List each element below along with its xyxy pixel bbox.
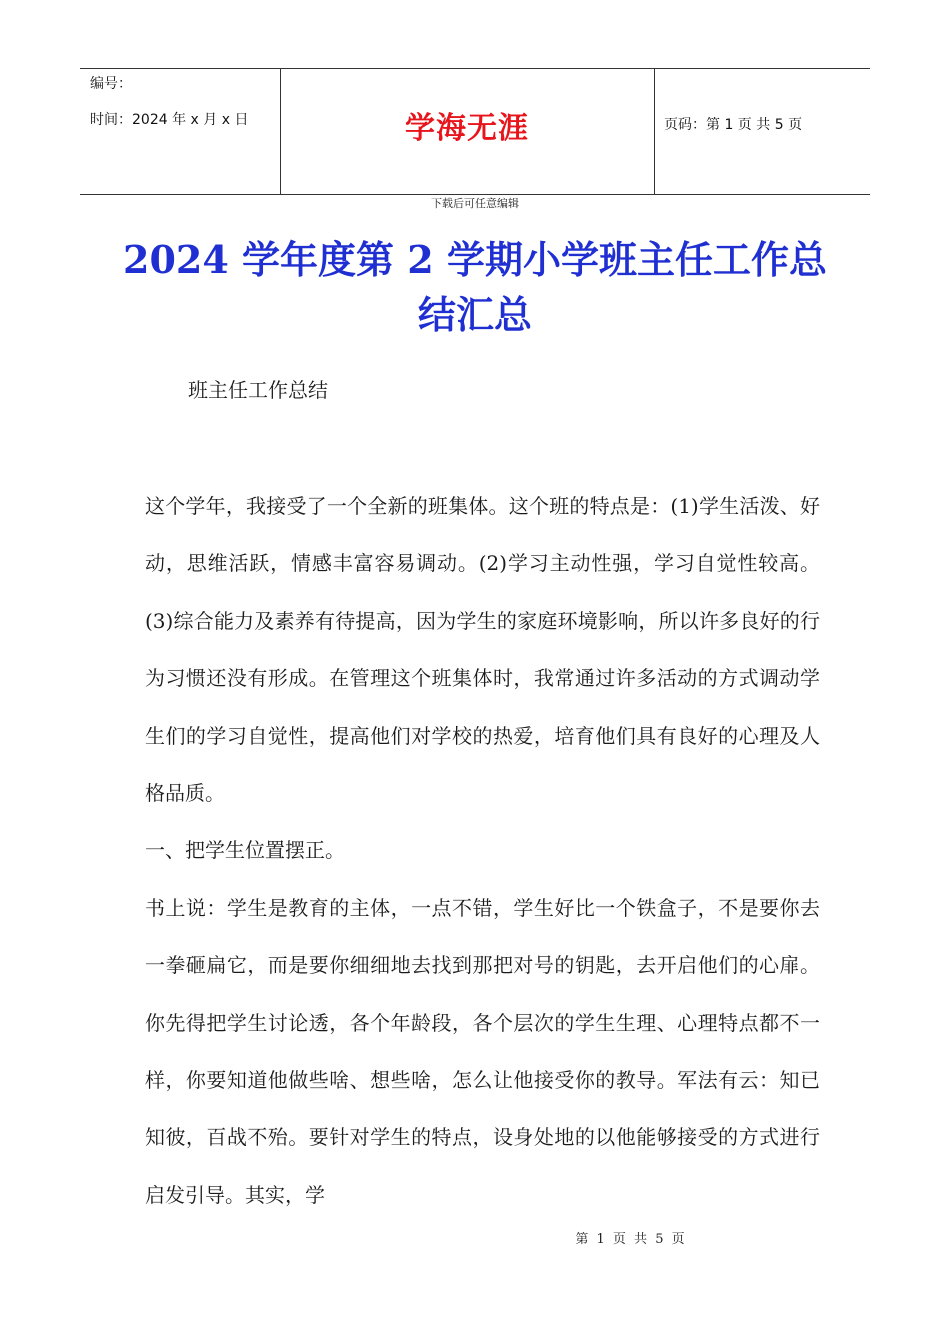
page-count-label: 页码：第 1 页 共 5 页 <box>664 117 803 133</box>
header-divider <box>654 69 655 194</box>
page-footer: 第 1 页 共 5 页 <box>575 1232 687 1247</box>
document-subtitle: 班主任工作总结 <box>188 378 328 402</box>
document-title: 2024 学年度第 2 学期小学班主任工作总结汇总 <box>123 237 827 337</box>
paragraph: 这个学年，我接受了一个全新的班集体。这个班的特点是：(1)学生活泼、好动，思维活跃，情感丰富容易调动。(2)学习主动性强，学习自觉性较高。(3)综合能力及素养有待提高，因为学生的家庭环境影响，所以许多良好的行为习惯还没有形成。在管理这个班集体时，我常通过许多活动的方式调动学生们的学习自觉性，提高他们对学校的热爱，培育他们具有良好的心理及人格品质。 <box>145 494 820 806</box>
brand-title: 学海无涯 <box>405 111 529 146</box>
header-table <box>80 68 870 195</box>
date-label: 时间：2024 年 x 月 x 日 <box>90 112 249 128</box>
body-text <box>145 478 820 1224</box>
download-note: 下载后可任意编辑 <box>431 197 519 210</box>
serial-number-label: 编号： <box>90 76 132 92</box>
paragraph: 书上说：学生是教育的主体，一点不错，学生好比一个铁盒子，不是要你去一拳砸扁它，而是要你细细地去找到那把对号的钥匙，去开启他们的心扉。你先得把学生讨论透，各个年龄段，各个层次的学生生理、心理特点都不一样，你要知道他做些啥、想些啥，怎么让他接受你的教导。军法有云：知已知彼，百战不殆。要针对学生的特点，设身处地的以他能够接受的方式进行启发引导。其实，学 <box>145 895 820 1207</box>
section-heading: 一、把学生位置摆正。 <box>145 838 345 863</box>
